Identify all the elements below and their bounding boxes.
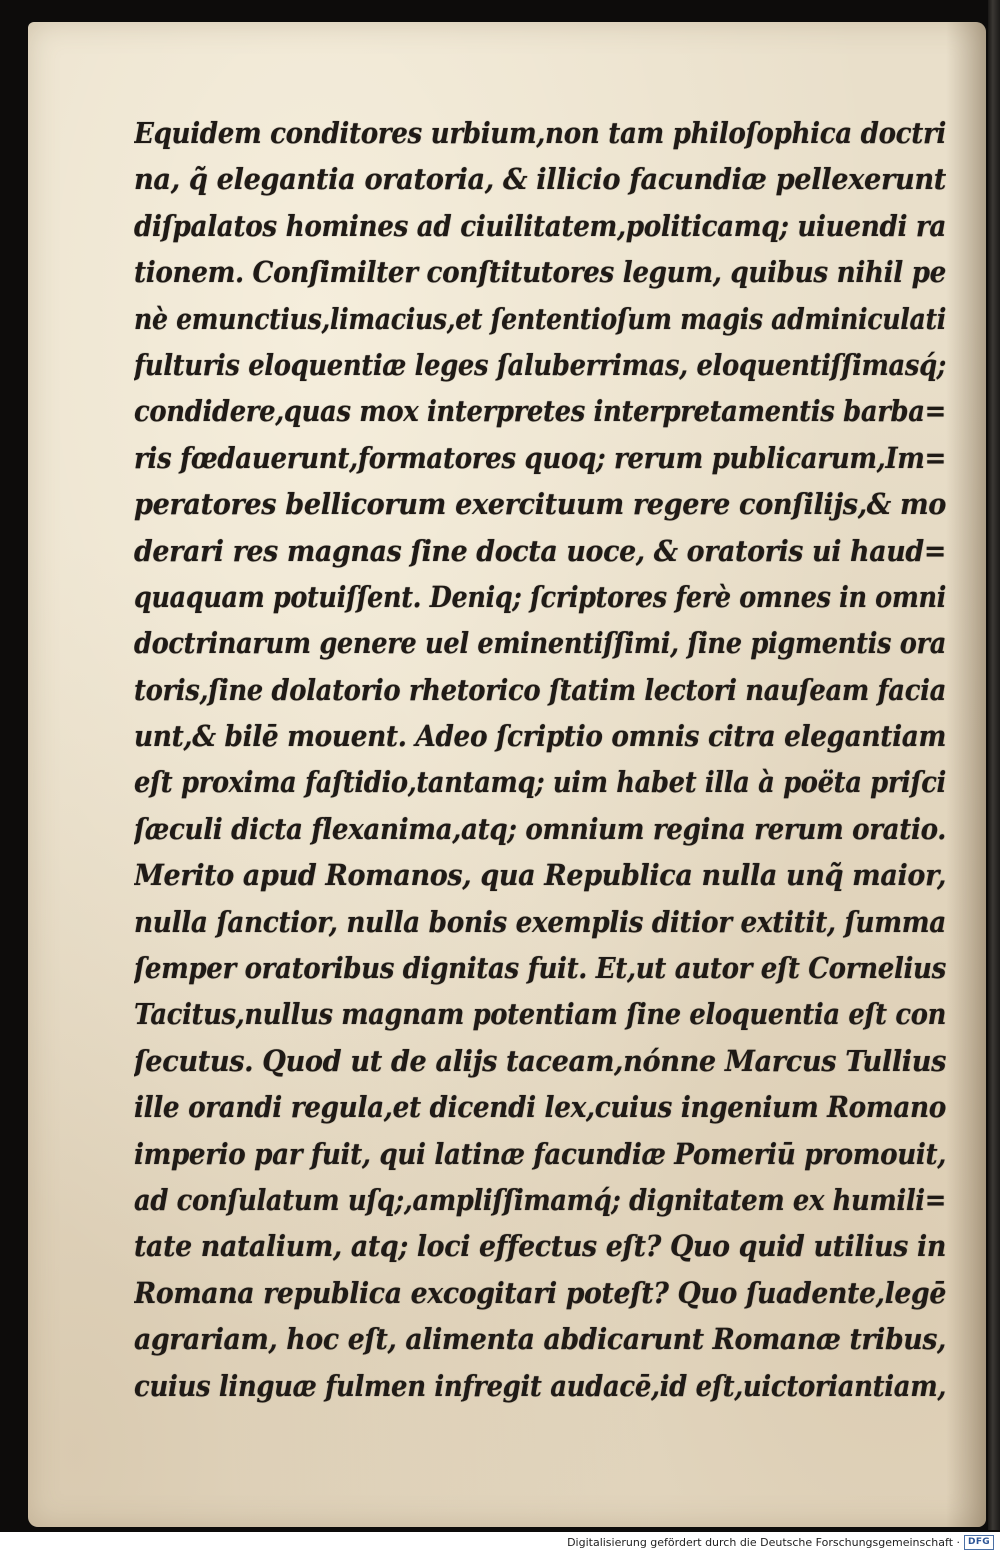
text-line: Merito apud Romanos, qua Republica nulla unq̃ maior, (134, 858, 946, 893)
text-line: doctrinarum genere uel eminentiſſimi, ſine pigmentis ora (134, 626, 946, 661)
page-edge-shadow (946, 22, 986, 1527)
text-line: ris fœdauerunt,formatores quoq; rerum publicarum,Im= (134, 440, 946, 475)
text-line: Equidem conditores urbium,non tam philoſophica doctri (134, 116, 946, 150)
text-line: ad conſulatum uſq;,ampliſſimamq́; dignitatem ex humili= (134, 1182, 946, 1217)
text-line: imperio par fuit, qui latinæ facundiæ Pomeriū promouit, (134, 1136, 946, 1171)
text-line: diſpalatos homines ad ciuilitatem,politicamq; uiuendi ra (134, 208, 946, 243)
text-line: agrariam, hoc eſt, alimenta abdicarunt Romanæ tribus, (134, 1322, 946, 1357)
text-line: ſecutus. Quod ut de alijs taceam,nónne Marcus Tullius (134, 1043, 946, 1078)
text-line: peratores bellicorum exercituum regere conſilijs,& mo (134, 487, 946, 522)
funding-credit: Digitalisierung gefördert durch die Deutsche Forschungsgemeinschaft · (567, 1536, 960, 1549)
text-line: condidere,quas mox interpretes interpretamentis barba= (134, 394, 946, 429)
text-line: tionem. Conſimilter conſtitutores legum, quibus nihil pe (134, 255, 946, 290)
text-line: nulla ſanctior, nulla bonis exemplis ditior extitit, ſumma (134, 904, 946, 939)
text-line: ſemper oratoribus dignitas fuit. Et,ut autor eſt Cornelius (134, 951, 946, 986)
text-line: unt,& bilē mouent. Adeo ſcriptio omnis citra elegantiam (134, 719, 946, 754)
text-line: Romana republica excogitari poteſt? Quo ſuadente,legē (134, 1275, 946, 1310)
text-line: fulturis eloquentiæ leges ſaluberrimas, eloquentiſſimasq́; (134, 347, 946, 382)
text-line: quaquam potuiſſent. Deniq; ſcriptores ferè omnes in omni (134, 579, 946, 614)
text-line: tate natalium, atq; loci effectus eſt? Quo quid utilius in (134, 1229, 946, 1264)
text-line: eſt proxima faſtidio,tantamq; uim habet illa à poëta priſci (134, 765, 946, 800)
footer-bar (0, 1532, 1000, 1554)
dfg-logo: DFG (964, 1535, 994, 1550)
text-line: Tacitus,nullus magnam potentiam ſine eloquentia eſt con (134, 997, 946, 1032)
book-edge (988, 0, 1000, 1530)
body-text (134, 110, 946, 1409)
text-line: derari res magnas ſine docta uoce, & oratoris ui haud= (134, 533, 946, 568)
text-line: toris,ſine dolatorio rhetorico ſtatim lectori nauſeam facia (134, 672, 946, 707)
text-line: ſæculi dicta flexanima,atq; omnium regina rerum oratio. (134, 811, 946, 846)
text-line: cuius linguæ fulmen infregit audacē,id eſt,uictoriantiam, (134, 1368, 946, 1403)
text-line: nè emunctius,limacius,et ſententioſum magis adminiculati (134, 301, 946, 336)
text-line: na, q̃ elegantia oratoria, & illicio facundiæ pellexerunt (134, 162, 946, 197)
text-line: ille orandi regula,et dicendi lex,cuius ingenium Romano (134, 1090, 946, 1125)
